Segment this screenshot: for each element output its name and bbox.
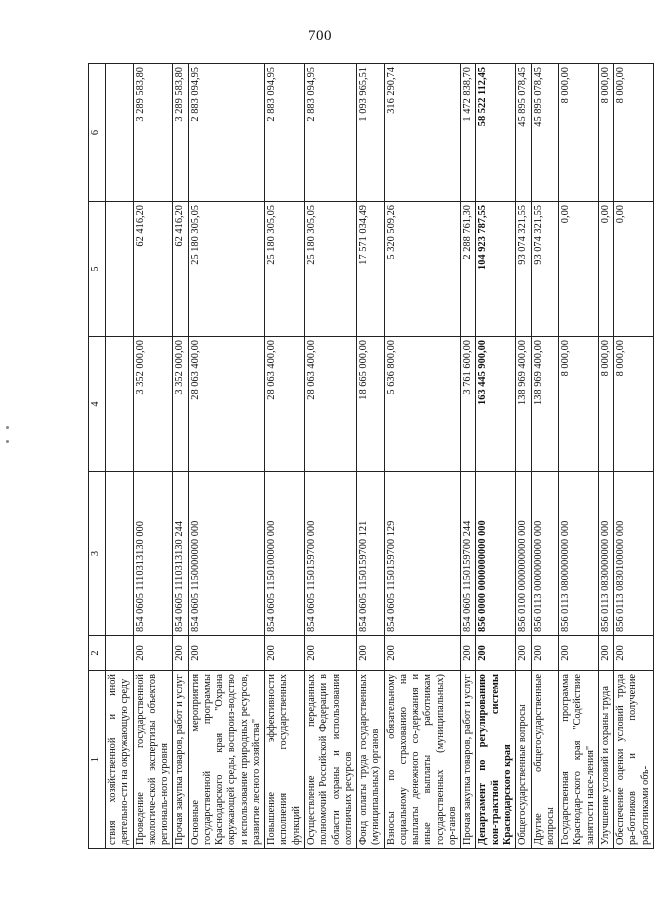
row-remaining-cell: 3 289 583,80 [133, 64, 173, 202]
table-row [384, 64, 461, 849]
row-name-cell: Прочая закупка товаров, работ и услуг [461, 671, 476, 849]
row-executed-cell [106, 202, 134, 337]
header-col-1: 1 [89, 671, 106, 849]
budget-table-container [88, 64, 651, 849]
row-executed-cell: 0,00 [559, 202, 599, 337]
table-row [188, 64, 265, 849]
row-kbk-cell: 856 0113 0830000000 000 [598, 472, 613, 636]
budget-execution-table [88, 63, 654, 849]
row-approved-cell: 8 000,00 [614, 337, 654, 472]
row-executed-cell: 25 180 305,05 [304, 202, 356, 337]
row-approved-cell: 28 063 400,00 [304, 337, 356, 472]
row-code-cell [106, 636, 134, 671]
row-code-cell: 200 [531, 636, 559, 671]
row-name-cell: Повышение эффективности исполнения государственных функций [265, 671, 305, 849]
header-col-3: 3 [89, 472, 106, 636]
row-kbk-cell [106, 472, 134, 636]
table-row [559, 64, 599, 849]
row-kbk-cell: 856 0113 0830100000 000 [614, 472, 654, 636]
row-code-cell: 200 [357, 636, 385, 671]
row-code-cell: 200 [559, 636, 599, 671]
table-row [133, 64, 173, 849]
row-code-cell: 200 [476, 636, 516, 671]
row-approved-cell: 163 445 900,00 [476, 337, 516, 472]
row-kbk-cell: 856 0100 0000000000 000 [516, 472, 531, 636]
row-remaining-cell: 1 472 838,70 [461, 64, 476, 202]
table-row [516, 64, 531, 849]
row-code-cell: 200 [133, 636, 173, 671]
row-remaining-cell: 316 290,74 [384, 64, 461, 202]
row-approved-cell: 8 000,00 [598, 337, 613, 472]
row-name-cell: Основные мероприятия государственной программы Краснодарского края "Охрана окружающей среды, воспроиз-водство и использование природных ресурсов, развитие лесного хозяйства" [188, 671, 265, 849]
row-remaining-cell: 2 883 094,95 [304, 64, 356, 202]
row-executed-cell: 0,00 [614, 202, 654, 337]
table-row [357, 64, 385, 849]
row-executed-cell: 2 288 761,30 [461, 202, 476, 337]
row-kbk-cell: 856 0113 0000000000 000 [531, 472, 559, 636]
row-remaining-cell [106, 64, 134, 202]
rotated-table-wrapper [88, 64, 651, 849]
header-col-4: 4 [89, 337, 106, 472]
row-remaining-cell: 58 522 112,45 [476, 64, 516, 202]
row-name-cell: Департамент по регулированию кон-трактной системы Краснодарского края [476, 671, 516, 849]
table-body [106, 64, 654, 849]
table-row [476, 64, 516, 849]
table-row [531, 64, 559, 849]
row-executed-cell: 104 923 787,55 [476, 202, 516, 337]
row-executed-cell: 62 416,20 [133, 202, 173, 337]
row-remaining-cell: 3 289 583,80 [173, 64, 188, 202]
row-executed-cell: 5 320 509,26 [384, 202, 461, 337]
header-col-6: 6 [89, 64, 106, 202]
row-approved-cell: 28 063 400,00 [188, 337, 265, 472]
row-kbk-cell: 854 0605 1150100000 000 [265, 472, 305, 636]
row-name-cell: Улучшение условий и охраны труда [598, 671, 613, 849]
table-row [265, 64, 305, 849]
row-code-cell: 200 [516, 636, 531, 671]
row-name-cell: Другие общегосударственные вопросы [531, 671, 559, 849]
row-approved-cell: 8 000,00 [559, 337, 599, 472]
row-code-cell: 200 [461, 636, 476, 671]
row-remaining-cell: 8 000,00 [614, 64, 654, 202]
table-row [173, 64, 188, 849]
row-approved-cell: 28 063 400,00 [265, 337, 305, 472]
row-kbk-cell: 854 0605 1110313130 244 [173, 472, 188, 636]
row-kbk-cell: 856 0113 0800000000 000 [559, 472, 599, 636]
page-number: 700 [308, 28, 332, 44]
row-kbk-cell: 854 0605 1150000000 000 [188, 472, 265, 636]
row-name-cell: Фонд оплаты труда государственных (муниципальных) органов [357, 671, 385, 849]
row-approved-cell: 3 352 000,00 [173, 337, 188, 472]
row-executed-cell: 93 074 321,55 [531, 202, 559, 337]
row-name-cell: Взносы по обязательному социальному страхованию на выплаты денежного со-держания и иные выплаты работникам государственных (муниципальных) ор-ганов [384, 671, 461, 849]
table-row [106, 64, 134, 849]
row-executed-cell: 0,00 [598, 202, 613, 337]
row-name-cell: Проведение государственной экологиче-ской экспертизы объектов региональ-ного уровня [133, 671, 173, 849]
row-code-cell: 200 [614, 636, 654, 671]
row-executed-cell: 25 180 305,05 [188, 202, 265, 337]
row-remaining-cell: 2 883 094,95 [188, 64, 265, 202]
header-col-2: 2 [89, 636, 106, 671]
row-remaining-cell: 45 895 078,45 [516, 64, 531, 202]
row-kbk-cell: 854 0605 1150159700 000 [304, 472, 356, 636]
row-approved-cell: 138 969 400,00 [531, 337, 559, 472]
table-row [304, 64, 356, 849]
table-row [461, 64, 476, 849]
row-code-cell: 200 [384, 636, 461, 671]
row-kbk-cell: 854 0605 1110313130 000 [133, 472, 173, 636]
row-name-cell: Обеспечение оценки условий труда ра-ботников и получение работниками объ- [614, 671, 654, 849]
row-name-cell: Общегосударственные вопросы [516, 671, 531, 849]
row-code-cell: 200 [173, 636, 188, 671]
row-code-cell: 200 [598, 636, 613, 671]
row-name-cell: ствия хозяйственной и иной деятельно-сти на окружающую среду [106, 671, 134, 849]
row-name-cell: Государственная программа Краснодар-ского края "Содействие занятости насе-ления" [559, 671, 599, 849]
row-executed-cell: 25 180 305,05 [265, 202, 305, 337]
row-approved-cell [106, 337, 134, 472]
row-approved-cell: 3 352 000,00 [133, 337, 173, 472]
row-name-cell: Осуществление переданных полномочий Российской Федерации в области охраны и использования охотничьих ресурсов [304, 671, 356, 849]
row-name-cell: Прочая закупка товаров, работ и услуг [173, 671, 188, 849]
margin-dot [6, 440, 9, 443]
row-remaining-cell: 8 000,00 [598, 64, 613, 202]
header-col-5: 5 [89, 202, 106, 337]
row-kbk-cell: 854 0605 1150159700 244 [461, 472, 476, 636]
margin-dot [6, 426, 9, 429]
row-approved-cell: 18 665 000,00 [357, 337, 385, 472]
table-row [614, 64, 654, 849]
row-code-cell: 200 [265, 636, 305, 671]
row-remaining-cell: 8 000,00 [559, 64, 599, 202]
row-executed-cell: 62 416,20 [173, 202, 188, 337]
row-approved-cell: 5 636 800,00 [384, 337, 461, 472]
table-header-row [89, 64, 106, 849]
row-remaining-cell: 2 883 094,95 [265, 64, 305, 202]
row-executed-cell: 93 074 321,55 [516, 202, 531, 337]
row-approved-cell: 3 761 600,00 [461, 337, 476, 472]
table-row [598, 64, 613, 849]
row-remaining-cell: 1 093 965,51 [357, 64, 385, 202]
row-kbk-cell: 854 0605 1150159700 129 [384, 472, 461, 636]
row-remaining-cell: 45 895 078,45 [531, 64, 559, 202]
row-executed-cell: 17 571 034,49 [357, 202, 385, 337]
row-approved-cell: 138 969 400,00 [516, 337, 531, 472]
row-code-cell: 200 [304, 636, 356, 671]
row-kbk-cell: 854 0605 1150159700 121 [357, 472, 385, 636]
row-kbk-cell: 856 0000 0000000000 000 [476, 472, 516, 636]
row-code-cell: 200 [188, 636, 265, 671]
